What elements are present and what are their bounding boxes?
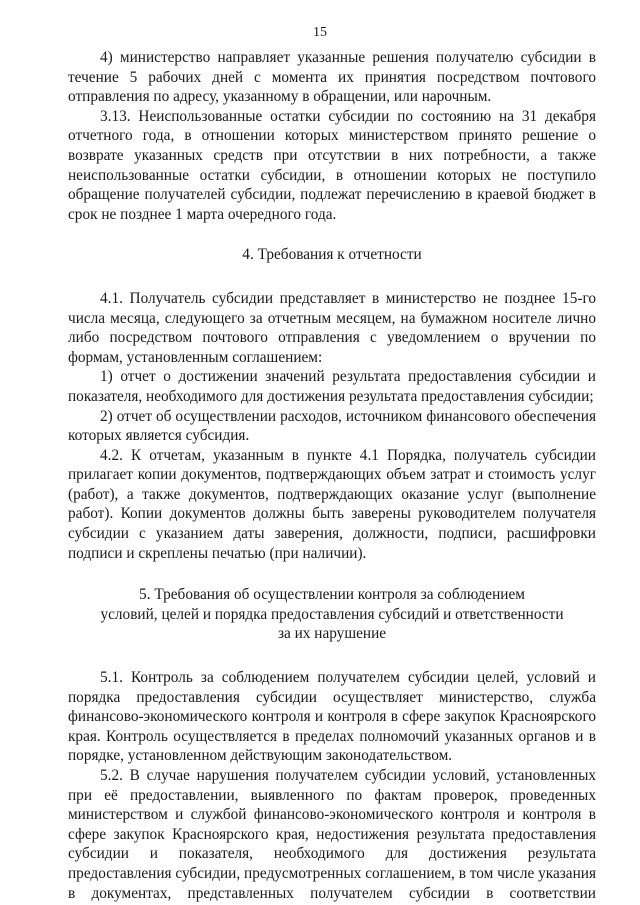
page-number: 15 <box>313 25 327 40</box>
paragraph-5-2: 5.2. В случае нарушения получателем субсидии условий, установленных при её предоставлении, выявленного по фактам проверок, проведенных министерством и службой финансово-экономического контроля и контроля в сфере закупок Красноярского края, недостижения результата предоставления субсидии и показателя, необходимого для достижения результата предоставления субсидии, предусмотренных соглашением, в том числе указания в документах, представленных получателем субсидии в соответствии <box>68 767 596 902</box>
paragraph-4-1-item-2: 2) отчет об осуществлении расходов, источником финансового обеспечения которых является субсидия. <box>68 407 596 445</box>
paragraph-4-item: 4) министерство направляет указанные решения получателю субсидии в течение 5 рабочих дней с момента их принятия посредством почтового отправления по адресу, указанному в обращении, или нарочным. <box>68 49 596 106</box>
paragraph-4-1-item-1: 1) отчет о достижении значений результата предоставления субсидии и показателя, необходимого для достижения результата предоставления субсидии; <box>68 368 596 405</box>
paragraph-4-2: 4.2. К отчетам, указанным в пункте 4.1 Порядка, получатель субсидии прилагает копии документов, подтверждающих объем затрат и стоимость услуг (работ), а также документов, подтверждающих оказание услуг (выполнение работ). Копии документов должны быть заверены руководителем получателя субсидии с указанием даты заверения, должности, подписи, расшифровки подписи и скреплены печатью (при наличии). <box>68 446 596 562</box>
document-body <box>68 48 596 903</box>
paragraph-4-1: 4.1. Получатель субсидии представляет в министерство не позднее 15-го числа месяца, следующего за отчетным месяцем, на бумажном носителе лично либо посредством почтового отправления с уведомлением о вручении по формам, установленным соглашением: <box>68 289 596 366</box>
section-5-heading-line: 5. Требования об осуществлении контроля за соблюдением <box>139 586 525 604</box>
section-5-heading-line: за их нарушение <box>277 625 387 643</box>
paragraph-5-1: 5.1. Контроль за соблюдением получателем субсидии целей, условий и порядка предоставления субсидии осуществляет министерство, служба финансово-экономического контроля и контроля в сфере закупок Красноярского края. Контроль осуществляется в пределах полномочий указанных органов и в порядке, установленном действующим законодательством. <box>68 669 596 765</box>
section-5-heading <box>68 585 596 644</box>
section-5-heading-line: условий, целей и порядка предоставления субсидий и ответственности <box>100 605 564 623</box>
paragraph-3-13: 3.13. Неиспользованные остатки субсидии по состоянию на 31 декабря отчетного года, в отношении которых министерством принято решение о возврате указанных средств при отсутствии в них потребности, а также неиспользованные остатки субсидии, в отношении которых не поступило обращение получателей субсидии, подлежат перечислению в краевой бюджет в срок не позднее 1 марта очередного года. <box>68 107 596 223</box>
section-4-heading: 4. Требования к отчетности <box>242 246 422 264</box>
